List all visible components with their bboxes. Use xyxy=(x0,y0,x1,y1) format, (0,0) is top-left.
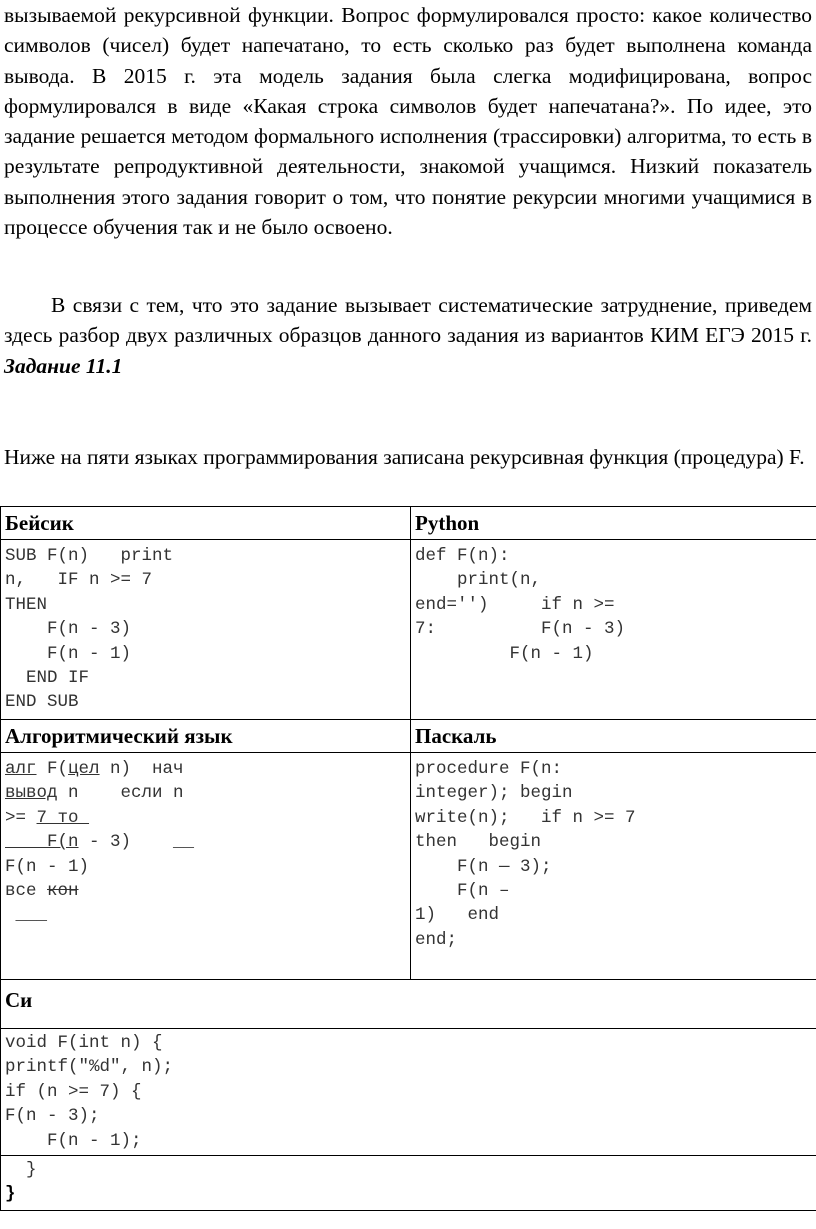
algo-l4c: __ xyxy=(131,832,195,853)
algo-l4b: - 3) xyxy=(78,832,132,853)
task-label: Задание 11.1 xyxy=(4,353,123,378)
algo-kw-to: 7 то xyxy=(36,807,90,828)
algo-l5: F(n - 1) xyxy=(5,856,90,877)
header-python: Python xyxy=(411,507,816,540)
code-basic-text: SUB F(n) print n, IF n >= 7 THEN F(n - 3) F(n - 1) END IF END SUB xyxy=(5,546,174,713)
algo-l3a: >= xyxy=(5,807,37,828)
algo-kw-alg: алг xyxy=(5,759,37,779)
code-c-text: void F(int n) { printf("%d", n); if (n >= 7) { F(n - 3); F(n - 1); xyxy=(5,1033,174,1151)
paragraph-difficulty xyxy=(4,290,812,381)
algo-l1b: F( xyxy=(36,759,69,779)
algo-l6a: все xyxy=(5,881,48,902)
header-c: Си xyxy=(1,980,816,1029)
paragraph-difficulty-text: В связи с тем, что это задание вызывает систематические затруднение, приведем здесь разбор двух различных образцов данного задания из вариантов КИМ ЕГЭ 2015 г. xyxy=(4,293,812,348)
header-algorithmic: Алгоритмический язык xyxy=(1,720,411,753)
code-python xyxy=(411,540,816,720)
closing-brace-inner: } xyxy=(5,1160,37,1180)
algo-l4a: F(n xyxy=(5,832,79,853)
paragraph-intro: вызываемой рекурсивной функции. Вопрос формулировался просто: какое количество символов (чисел) будет напечатано, то есть сколько раз будет выполнена команда вывода. В 2015 г. эта модель задания была слегка модифицирована, вопрос формулировался в виде «Какая строка символов будет напечатана?». По идее, это задание решается методом формального исполнения (трассировки) алгоритма, то есть в результате репродуктивной деятельности, знакомой учащимся. Низкий показатель выполнения этого задания говорит о том, что понятие рекурсии многими учащимися в процессе обучения так и не было освоено. xyxy=(4,3,812,240)
algo-l2b: n если n xyxy=(57,783,184,804)
code-basic xyxy=(1,540,411,720)
code-c xyxy=(1,1029,816,1160)
code-pascal-text: procedure F(n: integer); begin write(n); if n >= 7 then begin F(n — 3); F(n – 1) end end; xyxy=(415,759,636,950)
code-c-closing xyxy=(0,1155,816,1211)
code-python-text: def F(n): print(n, end='') if n >= 7: F(n - 3) F(n - 1) xyxy=(415,546,626,664)
algo-kw-cel: цел xyxy=(68,759,100,779)
code-c-closing-text xyxy=(5,1158,816,1207)
algo-l1d: n) нач xyxy=(99,759,184,779)
code-algorithmic-text xyxy=(5,757,410,928)
paragraph-task: Ниже на пяти языках программирования записана рекурсивная функция (процедура) F. xyxy=(4,445,805,469)
algo-l7: ___ xyxy=(5,905,48,926)
algo-kw-kon: кон xyxy=(47,881,79,902)
code-table xyxy=(0,506,816,1159)
code-pascal xyxy=(411,753,816,980)
header-basic: Бейсик xyxy=(1,507,411,540)
closing-brace-outer: } xyxy=(5,1184,16,1205)
code-algorithmic xyxy=(1,753,411,980)
header-pascal: Паскаль xyxy=(411,720,816,753)
algo-kw-vyvod: вывод xyxy=(5,783,58,804)
